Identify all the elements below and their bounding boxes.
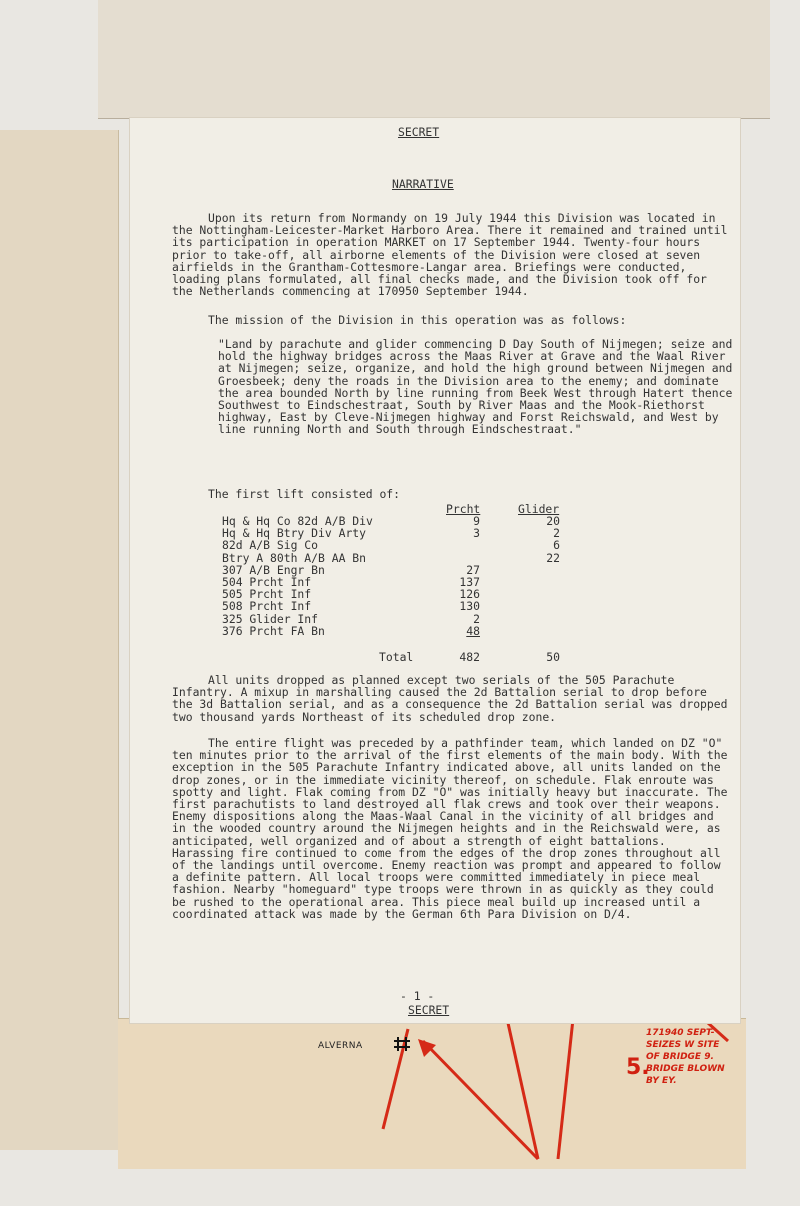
prcht-cell: 137 <box>459 575 480 589</box>
classification-footer: SECRET <box>408 1003 450 1017</box>
map-note-line: OF BRIDGE 9. <box>646 1052 714 1062</box>
table-row <box>222 625 582 637</box>
prcht-cell: 27 <box>466 563 480 577</box>
unit-cell: 505 Prcht Inf <box>222 587 312 601</box>
unit-cell: 307 A/B Engr Bn <box>222 563 325 577</box>
prcht-cell: 48 <box>466 624 480 638</box>
paragraph-mission-intro: The mission of the Division in this operation was as follows: <box>208 313 627 327</box>
glider-cell: 6 <box>553 538 560 552</box>
classification-header: SECRET <box>398 125 440 139</box>
binder-back-cover <box>98 0 770 119</box>
unit-cell: 82d A/B Sig Co <box>222 538 319 552</box>
map-note-line: SEIZES W SITE <box>646 1040 720 1050</box>
unit-cell: Btry A 80th A/B AA Bn <box>222 551 367 565</box>
prcht-cell: 130 <box>459 599 480 613</box>
map-note-line: BRIDGE BLOWN <box>646 1064 725 1074</box>
table-total-row <box>222 651 582 663</box>
glider-cell: 2 <box>553 526 560 540</box>
map-place-label: ALVERNA <box>318 1041 363 1051</box>
unit-cell: Hq & Hq Btry Div Arty <box>222 526 367 540</box>
unit-cell: Hq & Hq Co 82d A/B Div <box>222 514 373 528</box>
document-title: NARRATIVE <box>392 177 454 191</box>
map-note-line: BY EY. <box>646 1076 677 1086</box>
lift-intro: The first lift consisted of: <box>208 487 401 501</box>
paragraph-return-from-normandy: Upon its return from Normandy on 19 July 1944 this Division was located in the Nottingham-Leicester-Market Harboro Area. There it remained and trained until its participation in operation MARKET on 17 September 1944. Twenty-four hours prior to take-off, all airborne elements of the Division were closed at seven airfields in the Grantham-Cottesmore-Langar area. Briefings were conducted, loading plans formulated, all final checks made, and the Division took off for the Netherlands commencing at 170950 September 1944. <box>172 211 728 299</box>
paragraph-units-dropped: All units dropped as planned except two serials of the 505 Parachute Infantry. A mixup in marshalling caused the 2d Battalion serial to drop before the 3d Battalion serial, and as a consequence the 2d Battalion serial was dropped two thousand yards Northeast of its scheduled drop zone. <box>172 673 728 724</box>
map-note-number: 5. <box>626 1055 650 1080</box>
table-row <box>222 600 582 612</box>
prcht-cell: 3 <box>473 526 480 540</box>
map-overlay-sheet <box>118 1018 746 1169</box>
col-header-prcht: Prcht <box>446 502 481 516</box>
unit-cell: 504 Prcht Inf <box>222 575 312 589</box>
total-prcht: 482 <box>459 650 480 664</box>
paragraph-pathfinder: The entire flight was preceded by a pathfinder team, which landed on DZ "O" ten minutes prior to the arrival of the first elements of the main body. With the exception in the 505 Parachute Infantry indicated above, all units landed on the drop zones, or in the immediate vicinity thereof, on schedule. Flak enroute was spotty and light. Flak coming from DZ "O" was initially heavy but inaccurate. The first parachutists to land destroyed all flak crews and took over their weapons. Enemy dispositions along the Maas-Waal Canal in the vicinity of all bridges and in the wooded country around the Nijmegen heights and in the Reichswald were, as anticipated, well organized and of about a strength of eight battalions. Harassing fire continued to come from the edges of the drop zones throughout all of the landings until overcome. Enemy reaction was prompt and appeared to follow a definite pattern. All local troops were committed immediately in piece meal fashion. Nearby "homeguard" type troops were thrown in as quickly as they could be rushed to the operational area. This piece meal build up increased until a coordinated attack was made by the German 6th Para Division on D/4. <box>172 736 728 921</box>
prcht-cell: 126 <box>459 587 480 601</box>
unit-cell: 376 Prcht FA Bn <box>222 624 325 638</box>
mission-quote: "Land by parachute and glider commencing D Day South of Nijmegen; seize and hold the highway bridges across the Maas River at Grave and the Waal River at Nijmegen; seize, organize, and hold the high ground between Nijmegen and Groesbeek; deny the roads in the Division area to the enemy; and dominate the area bounded North by line running from Beek West through Hatert thence Southwest to Eindschestraat, South by River Maas and the Mook-Riethorst highway, East by Cleve-Nijmegen highway and Forst Reichswald, and West by line running North and South through Eindschestraat." <box>218 337 733 437</box>
unit-cell: 508 Prcht Inf <box>222 599 312 613</box>
col-header-glider: Glider <box>518 502 560 516</box>
unit-cell: 325 Glider Inf <box>222 612 319 626</box>
total-label: Total <box>379 650 414 664</box>
prcht-cell: 2 <box>473 612 480 626</box>
map-note-line: 171940 SEPT- <box>646 1028 715 1038</box>
glider-cell: 22 <box>546 551 560 565</box>
table-row <box>222 539 582 551</box>
map-note <box>646 1027 725 1087</box>
document-page <box>130 118 740 1023</box>
glider-cell: 20 <box>546 514 560 528</box>
total-glider: 50 <box>546 650 560 664</box>
page-number: - 1 - <box>400 989 435 1003</box>
underlying-map-sheet-left <box>0 130 119 1150</box>
prcht-cell: 9 <box>473 514 480 528</box>
